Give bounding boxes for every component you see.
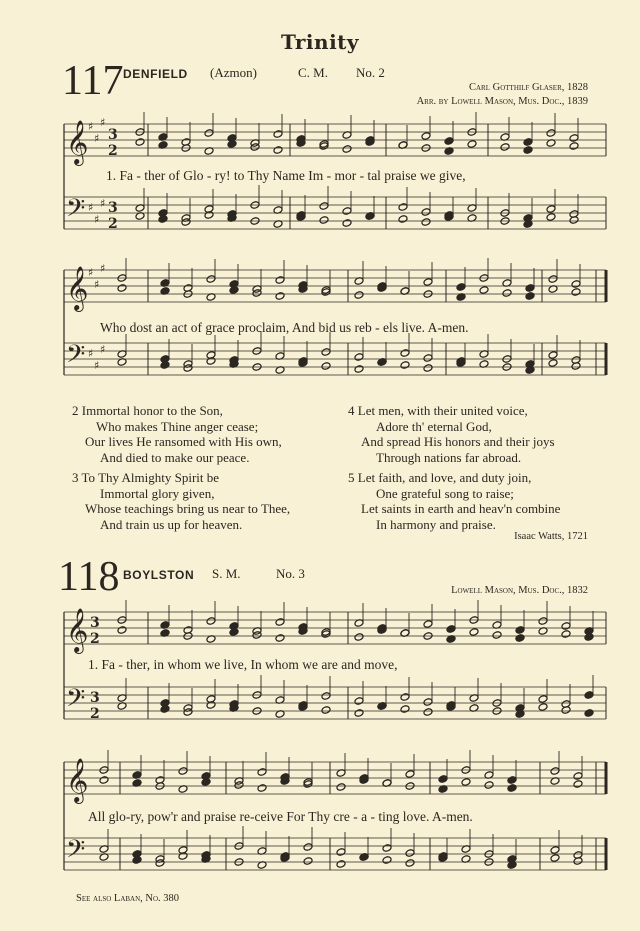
note-head [571, 288, 581, 297]
note-head [423, 708, 433, 717]
note-head [354, 365, 364, 374]
note-head [569, 142, 579, 151]
sharp-icon: ♯ [94, 213, 100, 226]
note-head [206, 617, 216, 626]
note-head [321, 706, 331, 715]
note-head [117, 284, 127, 293]
sharp-icon: ♯ [100, 197, 106, 210]
tune-number: No. 2 [356, 65, 385, 80]
note-head [273, 146, 283, 155]
note-head [257, 784, 267, 793]
note-head [303, 857, 313, 866]
note-head [523, 146, 533, 155]
meter: S. M. [212, 566, 241, 581]
note-head [548, 351, 558, 360]
note-head [550, 767, 560, 776]
verse-line: 3 To Thy Almighty Spirit be [72, 470, 220, 485]
note-head [573, 772, 583, 781]
sharp-icon: ♯ [100, 116, 106, 129]
note-head [257, 768, 267, 777]
note-head [584, 691, 594, 700]
bass-clef-icon: 𝄢 [66, 835, 86, 870]
note-head [515, 634, 525, 643]
note-head [99, 776, 109, 785]
note-head [550, 846, 560, 855]
time-signature-bottom: 2 [90, 706, 100, 722]
note-head [319, 202, 329, 211]
time-signature-bottom: 2 [108, 216, 118, 232]
sharp-icon: ♯ [88, 266, 94, 279]
note-head [206, 275, 216, 284]
note-head [444, 137, 454, 146]
bass-clef-icon: 𝄢 [66, 194, 86, 229]
verse-3 [72, 470, 290, 532]
lyrics-line: Who dost an act of grace proclaim, And bid us reb - els live. A-men. [100, 320, 469, 335]
tune-name: DENFIELD [123, 67, 188, 81]
note-head [336, 848, 346, 857]
note-head [275, 634, 285, 643]
note-head [382, 844, 392, 853]
note-head [354, 709, 364, 718]
note-head [354, 353, 364, 362]
time-signature-bottom: 2 [108, 143, 118, 159]
tune-name: BOYLSTON [123, 568, 195, 582]
note-head [275, 618, 285, 627]
note-head [354, 633, 364, 642]
note-head [321, 692, 331, 701]
note-head [569, 134, 579, 143]
verse-line: Let saints in earth and heav'n combine [361, 501, 561, 516]
bass-clef-icon: 𝄢 [66, 340, 86, 375]
note-head [584, 709, 594, 718]
note-head [354, 697, 364, 706]
note-head [400, 705, 410, 714]
note-head [423, 620, 433, 629]
arranger-credit: Arr. by Lowell Mason, Mus. Doc., 1839 [416, 96, 588, 107]
verse-line: 5 Let faith, and love, and duty join, [348, 470, 532, 485]
verse-line: 2 Immortal honor to the Son, [72, 403, 223, 418]
time-signature-top: 3 [90, 615, 100, 631]
note-head [423, 364, 433, 373]
note-head [538, 703, 548, 712]
lyrics-line: All glo-ry, pow'r and praise re-ceive For Thy cre - a - ting love. A-men. [88, 809, 473, 824]
note-head [492, 631, 502, 640]
note-head [382, 856, 392, 865]
note-head [548, 359, 558, 368]
note-head [500, 143, 510, 152]
verse-line: In harmony and praise. [376, 516, 496, 532]
note-head [117, 626, 127, 635]
note-head [178, 767, 188, 776]
verse-line: Who makes Thine anger cease; [96, 418, 259, 434]
note-head [354, 291, 364, 300]
note-head [502, 289, 512, 298]
treble-clef-icon: 𝄞 [66, 266, 89, 310]
lyrics-line: 1. Fa - ther, in whom we live, In whom we are and move, [88, 657, 398, 672]
note-head [421, 218, 431, 227]
bass-clef-icon: 𝄢 [66, 684, 86, 719]
verse-line: And spread His honors and their joys [361, 434, 555, 449]
note-head [275, 276, 285, 285]
time-signature-top: 3 [108, 127, 118, 143]
verse-line: And train us up for heaven. [100, 516, 243, 532]
note-head [546, 205, 556, 214]
time-signature-top: 3 [108, 200, 118, 216]
alt-tune-name: (Azmon) [210, 65, 257, 80]
note-head [303, 843, 313, 852]
note-head [573, 780, 583, 789]
note-head [561, 622, 571, 631]
note-head [275, 292, 285, 301]
note-head [421, 208, 431, 217]
note-head [515, 626, 525, 635]
note-head [461, 778, 471, 787]
note-head [456, 283, 466, 292]
sharp-icon: ♯ [94, 132, 100, 145]
note-head [423, 278, 433, 287]
time-signature-bottom: 2 [90, 631, 100, 647]
note-head [400, 361, 410, 370]
treble-clef-icon: 𝄞 [66, 120, 89, 164]
note-head [484, 781, 494, 790]
note-head [479, 286, 489, 295]
note-head [405, 859, 415, 868]
note-head [423, 354, 433, 363]
note-head [398, 215, 408, 224]
note-head [398, 203, 408, 212]
verse-line: Immortal glory given, [100, 485, 215, 501]
author-credit: Isaac Watts, 1721 [514, 531, 588, 542]
note-head [273, 130, 283, 139]
verse-line: And died to make our peace. [100, 449, 250, 465]
verse-5 [348, 470, 560, 532]
note-head [538, 695, 548, 704]
note-head [571, 280, 581, 289]
verse-line: 4 Let men, with their united voice, [348, 403, 528, 418]
verse-line: Through nations far abroad. [376, 449, 522, 465]
composer-credit: Lowell Mason, Mus. Doc., 1832 [451, 585, 588, 596]
sharp-icon: ♯ [100, 262, 106, 275]
note-head [507, 784, 517, 793]
note-head [469, 628, 479, 637]
note-head [561, 630, 571, 639]
note-head [523, 138, 533, 147]
treble-clef-icon: 𝄞 [66, 758, 89, 802]
verse-line: Adore th' eternal God, [376, 418, 492, 434]
verse-line: Whose teachings bring us near to Thee, [85, 501, 291, 516]
hymn-number: 117 [62, 58, 124, 104]
note-head [336, 860, 346, 869]
tune-number: No. 3 [276, 566, 305, 581]
note-head [321, 362, 331, 371]
sharp-icon: ♯ [100, 343, 106, 356]
note-head [550, 854, 560, 863]
note-head [400, 693, 410, 702]
note-head [421, 132, 431, 141]
note-head [525, 284, 535, 293]
meter: C. M. [298, 65, 328, 80]
treble-clef-icon: 𝄞 [66, 608, 89, 652]
note-head [548, 275, 558, 284]
verse-4 [348, 403, 555, 465]
sharp-icon: ♯ [88, 347, 94, 360]
verse-line: One grateful song to raise; [376, 485, 514, 501]
note-head [525, 292, 535, 301]
note-head [204, 129, 214, 138]
sharp-icon: ♯ [94, 359, 100, 372]
note-head [342, 219, 352, 228]
see-also-note: See also Laban, No. 380 [76, 893, 180, 904]
note-head [342, 207, 352, 216]
note-head [467, 140, 477, 149]
sharp-icon: ♯ [88, 201, 94, 214]
note-head [538, 617, 548, 626]
time-signature-top: 3 [90, 690, 100, 706]
composer-credit: Carl Gotthilf Glaser, 1828 [469, 82, 588, 93]
note-head [400, 349, 410, 358]
verse-line: Our lives He ransomed with His own, [85, 434, 282, 449]
hymn-number: 118 [58, 554, 120, 600]
section-title: Trinity [280, 30, 360, 54]
note-head [336, 783, 346, 792]
note-head [405, 849, 415, 858]
note-head [546, 213, 556, 222]
note-head [342, 145, 352, 154]
note-head [507, 776, 517, 785]
note-head [319, 216, 329, 225]
note-head [446, 625, 456, 634]
sharp-icon: ♯ [88, 120, 94, 133]
note-head [438, 775, 448, 784]
note-head [546, 129, 556, 138]
note-head [321, 348, 331, 357]
note-head [135, 138, 145, 147]
note-head [405, 770, 415, 779]
lyrics-line: 1. Fa - ther of Glo - ry! to Thy Name Im - mor - tal praise we give, [106, 168, 466, 183]
sharp-icon: ♯ [94, 278, 100, 291]
verse-2 [72, 403, 282, 465]
note-head [423, 698, 433, 707]
